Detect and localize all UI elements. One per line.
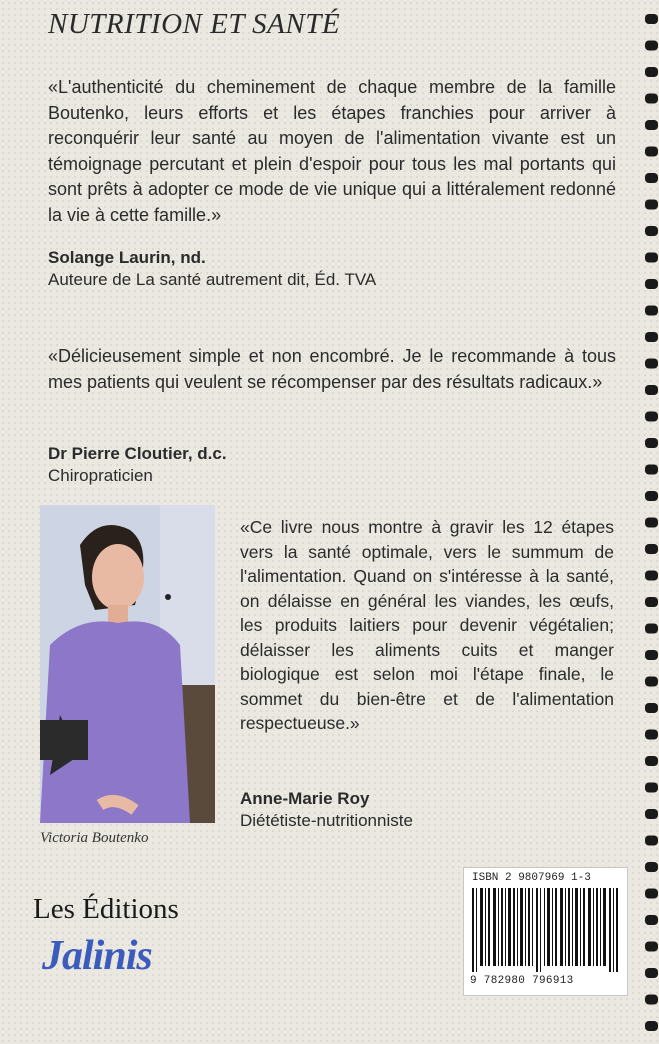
spiral-coil xyxy=(645,14,658,24)
quote-3: «Ce livre nous montre à gravir les 12 étapes vers la santé optimale, vers le summum de l'alimentation. Quand on s'intéresse à la santé, on délaisse en général les viandes, les œufs, les produits laitiers pour devenir végétalien; délaisser les aliments cuits et manger biologique est selon moi l'étape finale, le sommet du bien-être et de l'alimentation respectueuse.» xyxy=(240,517,614,733)
spiral-coil xyxy=(645,889,658,899)
spiral-coil xyxy=(645,518,658,528)
spiral-coil xyxy=(645,968,658,978)
author-photo xyxy=(40,505,215,823)
spiral-coil xyxy=(645,465,658,475)
spiral-coil xyxy=(645,306,658,316)
spiral-coil xyxy=(645,783,658,793)
author-block-3 xyxy=(240,788,413,832)
spiral-coil xyxy=(645,41,658,51)
spiral-coil xyxy=(645,173,658,183)
spiral-coil xyxy=(645,571,658,581)
spiral-coil xyxy=(645,253,658,263)
spiral-coil xyxy=(645,730,658,740)
spiral-coil xyxy=(645,279,658,289)
barcode-graphic xyxy=(472,888,619,972)
spiral-coil xyxy=(645,915,658,925)
publisher-name: Les Éditions xyxy=(33,893,179,925)
spiral-coil xyxy=(645,332,658,342)
barcode-box xyxy=(463,867,628,996)
spiral-coil xyxy=(645,677,658,687)
spiral-coil xyxy=(645,226,658,236)
spiral-coil xyxy=(645,942,658,952)
spiral-coil xyxy=(645,703,658,713)
spiral-coil xyxy=(645,147,658,157)
spiral-coil xyxy=(645,94,658,104)
spiral-coil xyxy=(645,1021,658,1031)
spiral-coil xyxy=(645,544,658,554)
spiral-binding xyxy=(643,0,659,1044)
spiral-coil xyxy=(645,650,658,660)
author-name: Anne-Marie Roy xyxy=(240,789,370,808)
spiral-coil xyxy=(645,756,658,766)
spiral-coil xyxy=(645,67,658,77)
barcode-number: 9 782980 796913 xyxy=(470,975,574,987)
author-name: Solange Laurin, nd. xyxy=(48,248,206,267)
quote-2: «Délicieusement simple et non encombré. Je le recommande à tous mes patients qui veulent se récompenser par des résultats radicaux.» xyxy=(48,346,616,392)
spiral-coil xyxy=(645,491,658,501)
author-role: Chiropraticien xyxy=(48,466,153,485)
spiral-coil xyxy=(645,995,658,1005)
spiral-coil xyxy=(645,624,658,634)
photo-caption: Victoria Boutenko xyxy=(40,830,149,846)
publisher-logo: Jalinis xyxy=(42,933,152,979)
spiral-coil xyxy=(645,385,658,395)
author-block-2 xyxy=(48,443,227,487)
author-role: Auteure de La santé autrement dit, Éd. TVA xyxy=(48,270,377,289)
author-role: Diététiste-nutritionniste xyxy=(240,811,413,830)
spiral-coil xyxy=(645,862,658,872)
spiral-coil xyxy=(645,412,658,422)
author-block-1 xyxy=(48,247,376,291)
quote-1: «L'authenticité du cheminement de chaque membre de la famille Boutenko, leurs efforts et les étapes franchies pour arriver à reconquérir leur santé au moyen de l'alimentation vivante est un témoignage percutant et plein d'espoir pour tous les mal portants qui sont prêts à adopter ce mode de vie unique qui a littéralement redonné la vie à cette famille.» xyxy=(48,77,616,225)
isbn-text: ISBN 2 9807969 1-3 xyxy=(472,872,591,884)
spiral-coil xyxy=(645,359,658,369)
spiral-coil xyxy=(645,200,658,210)
page-title: NUTRITION ET SANTÉ xyxy=(48,8,341,40)
spiral-coil xyxy=(645,438,658,448)
spiral-coil xyxy=(645,120,658,130)
author-name: Dr Pierre Cloutier, d.c. xyxy=(48,444,227,463)
spiral-coil xyxy=(645,597,658,607)
spiral-coil xyxy=(645,836,658,846)
spiral-coil xyxy=(645,809,658,819)
